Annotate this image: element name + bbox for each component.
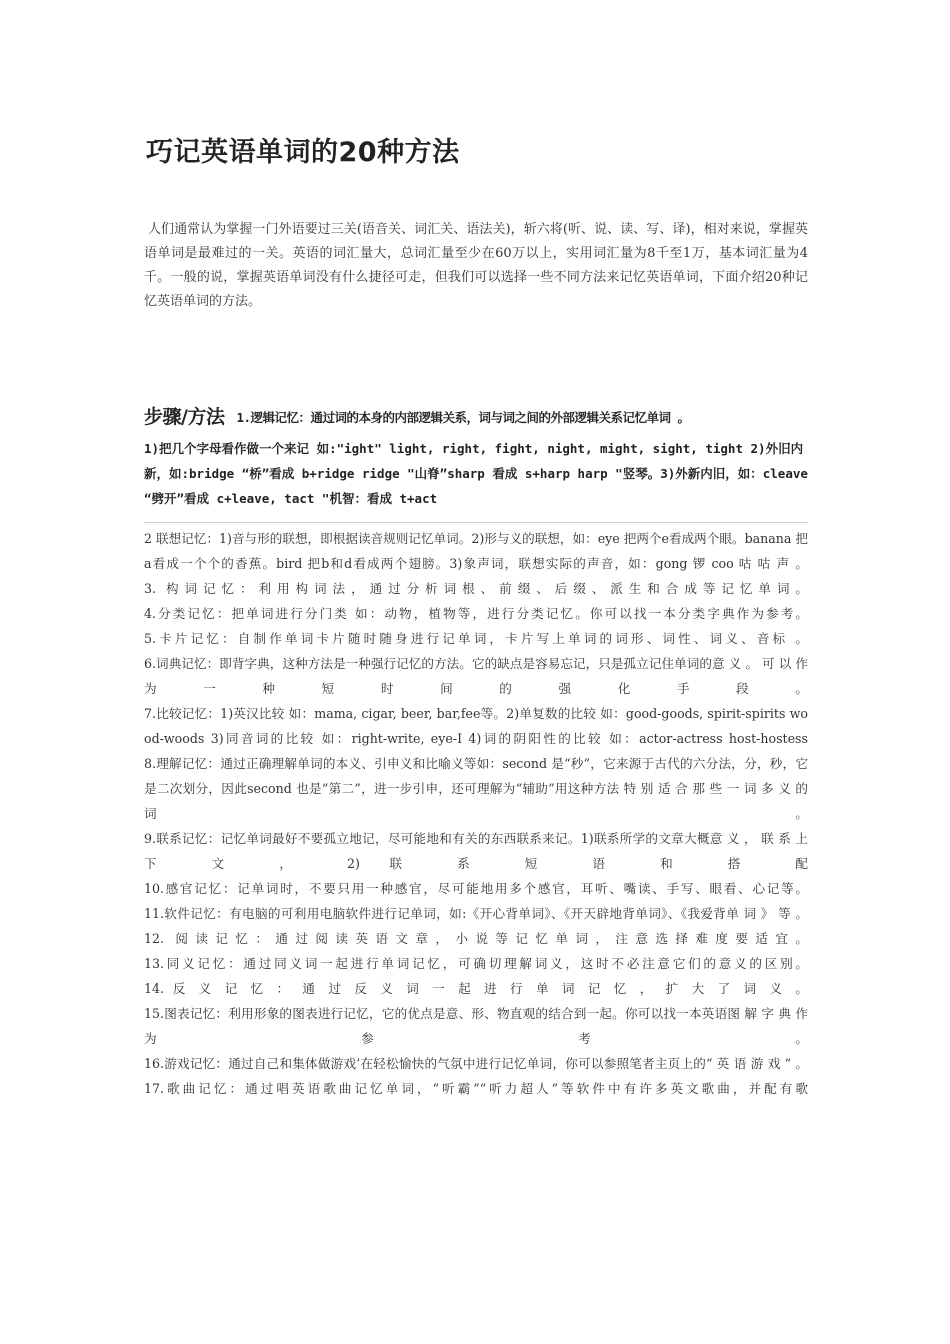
method-item: 16.游戏记忆：通过自己和集体做游戏’在轻松愉快的气氛中进行记忆单词，你可以参照笔者主页上的“ 英 语 游 戏 ” 。 [144,1056,808,1071]
method-item: 2 联想记忆：1)音与形的联想，即根据读音规则记忆单词。2)形与义的联想，如：eye 把两个e看成两个眼。banana 把a看成一个个的香蕉。bird 把b和d看成两个翅膀。3)象声词，联想实际的声音，如：gong 锣 coo 咕 咕 声 。 [144,531,808,571]
method-item: 13.同义记忆：通过同义词一起进行单词记忆，可确切理解词义，这时不必注意它们的意义的区别。 [144,956,808,971]
step1-body: 1)把几个字母看作做一个来记 如:"ight" light, right, fight, night, might, sight, tight 2)外旧内新，如:bridge “桥”看成 b+ridge ridge "山脊”sharp 看成 s+harp harp "竖琴。3)外新内旧，如：cleave “劈开”看成 c+leave, tact "机智：看成 t+act [144,441,808,506]
method-item: 10.感官记忆：记单词时，不要只用一种感官，尽可能地用多个感官，耳听、嘴读、手写、眼看、心记等。 [144,881,808,896]
method-item: 17.歌曲记忆：通过唱英语歌曲记忆单词，“听霸”“听力超人”等软件中有许多英文歌曲，并配有歌 [144,1081,808,1096]
step1-intro: 1.逻辑记忆：通过词的本身的内部逻辑关系，词与词之间的外部逻辑关系记忆单词 。 [236,410,690,425]
method-item: 5.卡片记忆：自制作单词卡片随时随身进行记单词，卡片写上单词的词形、词性、词义、音标 。 [144,631,808,646]
method-item: 4.分类记忆：把单词进行分门类 如：动物，植物等，进行分类记忆。你可以找一本分类字典作为参考。 [144,606,808,621]
steps-heading: 步骤/方法 [144,406,225,428]
method-item: 14. 反 义 记 忆 ： 通 过 反 义 词 一 起 进 行 单 词 记 忆 ， 扩 大 了 词 义 。 [144,981,808,996]
intro-paragraph: 人们通常认为掌握一门外语要过三关(语音关、词汇关、语法关)，斩六将(听、说、读、写、译)，相对来说，掌握英语单词是最难过的一关。英语的词汇量大，总词汇量至少在60万以上，实用词汇量为8千至1万，基本词汇量为4千。一般的说，掌握英语单词没有什么捷径可走，但我们可以选择一些不同方法来记忆英语单词，下面介绍20种记忆英语单词的方法。 [144,222,808,309]
method-item: 11.软件记忆：有电脑的可利用电脑软件进行记单词，如:《开心背单词》、《开天辟地背单词》、《我爱背单 词 》 等 。 [144,906,808,921]
method-item: 6.词典记忆：即背字典，这种方法是一种强行记忆的方法。它的缺点是容易忘记，只是孤立记住单词的意 义 。 可 以 作 为 一 种 短 时 间 的 强 化 手 段 。 [144,656,808,696]
method-item: 8.理解记忆：通过正确理解单词的本义、引申义和比喻义等如：second 是“秒”，它来源于古代的六分法，分，秒，它是二次划分，因此second 也是“第二”，进一步引申，还可理解为“辅助”用这种方法 特 别 适 合 那 些 一 词 多 义 的 词 。 [144,756,808,821]
method-item: 7.比较记忆：1)英汉比较 如：mama, cigar, beer, bar,fee等。2)单复数的比较 如：good-goods, spirit-spirits wood-woods 3)同音词的比较 如：right-write, eye-I 4)词的阴阳性的比较 如：actor-actress host-hostess [144,706,808,746]
document-title: 巧记英语单词的20种方法 [146,137,460,168]
section-divider [144,522,808,523]
steps-header-line [144,405,812,430]
method-item: 3. 构词记忆：利用构词法，通过分析词根、前缀、后缀、派生和合成等记忆单词。 [144,581,808,596]
method-item: 15.图表记忆：利用形象的图表进行记忆，它的优点是意、形、物直观的结合到一起。你可以找一本英语图 解 字 典 作 为 参 考 。 [144,1006,808,1046]
method-item: 12. 阅读记忆：通过阅读英语文章，小说等记忆单词，注意选择难度要适宜。 [144,931,808,946]
method-item: 9.联系记忆：记忆单词最好不要孤立地记，尽可能地和有关的东西联系来记。1)联系所学的文章大概意 义 ， 联 系 上 下 文 ， 2) 联 系 短 语 和 搭 配 [144,831,808,871]
methods-list [144,526,808,1101]
steps-section [144,405,812,511]
